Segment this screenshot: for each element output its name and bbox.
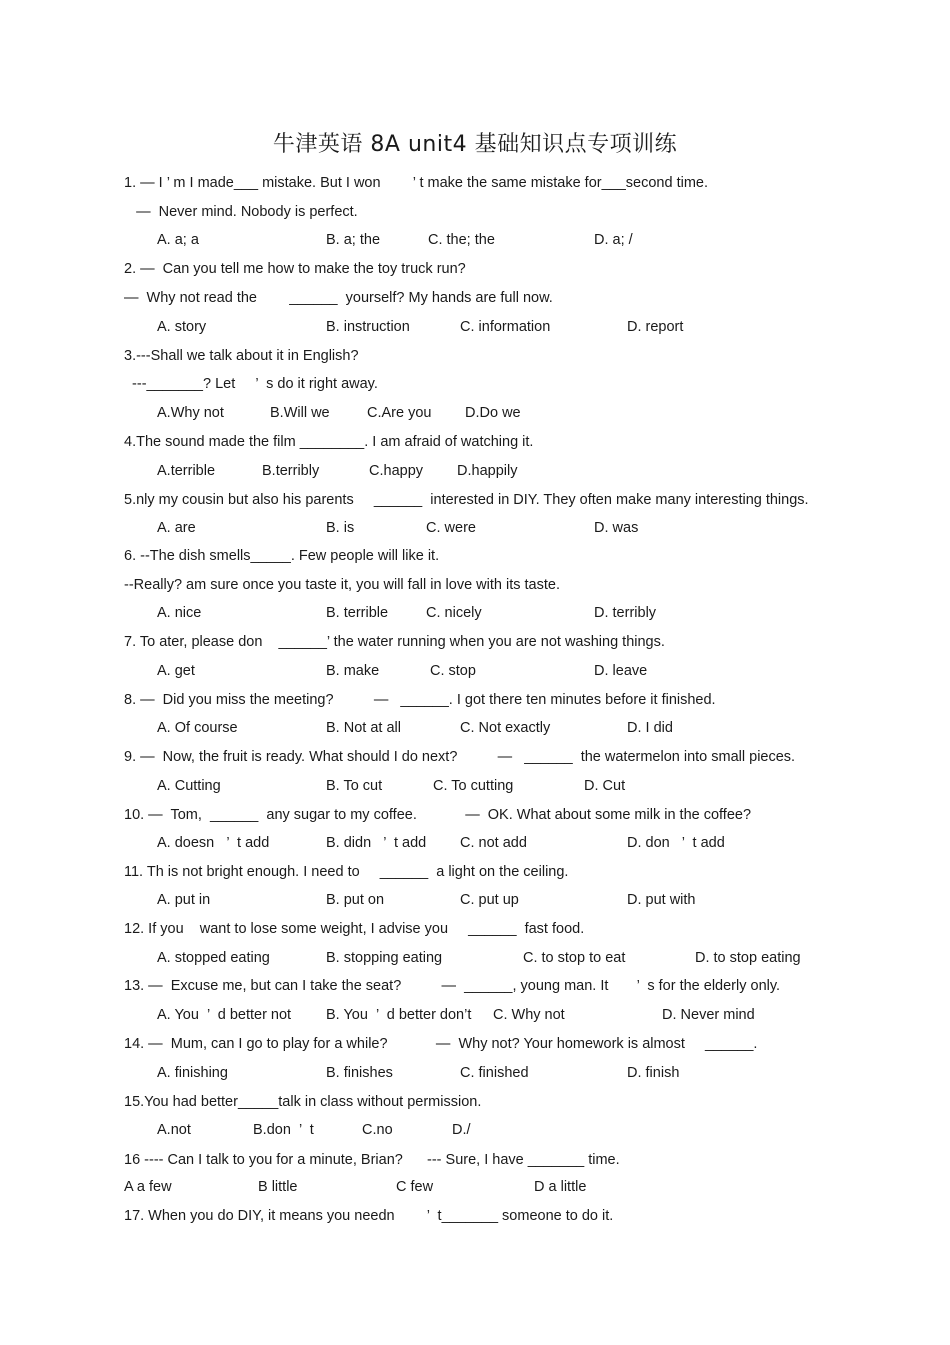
question-line: ---_______? Let ’ s do it right away.: [124, 376, 378, 392]
answer-option: A. are: [157, 520, 196, 536]
question-line: 8. — Did you miss the meeting? — ______. I got there ten minutes before it finished.: [124, 692, 716, 708]
answer-option: D.Do we: [465, 405, 521, 421]
question-line: 13. — Excuse me, but can I take the seat? — ______, young man. It ’ s for the elderly only.: [124, 978, 781, 994]
answer-option: A a few: [124, 1179, 172, 1195]
answer-option: B. terrible: [326, 605, 389, 621]
answer-option: B.terribly: [262, 463, 320, 479]
answer-option: D. was: [594, 520, 639, 536]
answer-option: C. were: [426, 520, 476, 536]
answer-option: C.no: [362, 1122, 393, 1138]
answer-option: B. finishes: [326, 1065, 393, 1081]
answer-option: A. put in: [157, 892, 211, 908]
answer-option: B little: [258, 1179, 298, 1195]
page-title: 牛津英语 8A unit4 基础知识点专项训练: [272, 132, 678, 157]
answer-option: A. finishing: [157, 1065, 228, 1081]
answer-option: B.Will we: [270, 405, 330, 421]
answer-option: D. a; /: [594, 232, 633, 248]
answer-option: D. terribly: [594, 605, 657, 621]
answer-option: B. Not at all: [326, 720, 401, 736]
question-line: 2. — Can you tell me how to make the toy truck run?: [124, 261, 466, 277]
answer-option: A.not: [157, 1122, 191, 1138]
question-line: — Why not read the ______ yourself? My hands are full now.: [124, 290, 553, 306]
answer-option: D. I did: [627, 720, 673, 736]
answer-option: D. leave: [594, 663, 648, 679]
answer-option: A. story: [157, 319, 207, 335]
question-line: 7. To ater, please don ______’ the water running when you are not washing things.: [124, 634, 665, 650]
answer-option: D. to stop eating: [695, 950, 801, 966]
question-line: 4.The sound made the film ________. I am afraid of watching it.: [124, 434, 534, 450]
answer-option: D. finish: [627, 1065, 680, 1081]
answer-option: B. is: [326, 520, 355, 536]
answer-option: C. put up: [460, 892, 519, 908]
answer-option: D./: [452, 1122, 471, 1138]
answer-option: A. nice: [157, 605, 202, 621]
question-line: 16 ---- Can I talk to you for a minute, Brian? --- Sure, I have _______ time.: [124, 1152, 620, 1168]
question-line: 14. — Mum, can I go to play for a while? — Why not? Your homework is almost ______.: [124, 1036, 758, 1052]
question-line: 11. Th is not bright enough. I need to ______ a light on the ceiling.: [124, 864, 569, 880]
answer-option: C.happy: [369, 463, 424, 479]
answer-option: D. Never mind: [662, 1007, 755, 1023]
answer-option: C. stop: [430, 663, 476, 679]
answer-option: D. don ’ t add: [627, 835, 725, 851]
question-line: 5.nly my cousin but also his parents ______ interested in DIY. They often make many interesting things.: [124, 492, 809, 508]
question-line: — Never mind. Nobody is perfect.: [124, 204, 358, 220]
answer-option: C. Why not: [493, 1007, 565, 1023]
question-line: 6. --The dish smells_____. Few people will like it.: [124, 548, 440, 564]
answer-option: C. information: [460, 319, 551, 335]
answer-option: C. to stop to eat: [523, 950, 626, 966]
answer-option: B. stopping eating: [326, 950, 443, 966]
answer-option: A. a; a: [157, 232, 199, 248]
question-line: 9. — Now, the fruit is ready. What should I do next? — ______ the watermelon into small pieces.: [124, 749, 796, 765]
answer-option: A. Of course: [157, 720, 238, 736]
answer-option: C. To cutting: [433, 778, 514, 794]
answer-option: B. put on: [326, 892, 385, 908]
answer-option: D. Cut: [584, 778, 626, 794]
answer-option: A.terrible: [157, 463, 216, 479]
answer-option: D. put with: [627, 892, 696, 908]
question-line: 10. — Tom, ______ any sugar to my coffee. — OK. What about some milk in the coffee?: [124, 807, 752, 823]
answer-option: B.don ’ t: [253, 1122, 314, 1138]
answer-option: D a little: [534, 1179, 587, 1195]
answer-option: C. not add: [460, 835, 527, 851]
answer-option: C. the; the: [428, 232, 495, 248]
answer-option: C. Not exactly: [460, 720, 551, 736]
answer-option: A.Why not: [157, 405, 224, 421]
question-line: 12. If you want to lose some weight, I advise you ______ fast food.: [124, 921, 585, 937]
question-line: 17. When you do DIY, it means you needn ’ t_______ someone to do it.: [124, 1208, 614, 1224]
question-line: 15.You had better_____talk in class without permission.: [124, 1094, 482, 1110]
answer-option: C. finished: [460, 1065, 529, 1081]
answer-option: C few: [396, 1179, 434, 1195]
answer-option: A. You ’ d better not: [157, 1007, 292, 1023]
question-line: 3.---Shall we talk about it in English?: [124, 348, 359, 364]
answer-option: B. To cut: [326, 778, 383, 794]
question-line: 1. — I ’ m I made___ mistake. But I won ’ t make the same mistake for___second time.: [124, 175, 709, 191]
answer-option: A. get: [157, 663, 195, 679]
answer-option: B. You ’ d better don’t: [326, 1007, 472, 1023]
answer-option: C.Are you: [367, 405, 432, 421]
question-line: --Really? am sure once you taste it, you will fall in love with its taste.: [124, 577, 560, 593]
answer-option: B. a; the: [326, 232, 381, 248]
answer-option: A. stopped eating: [157, 950, 270, 966]
answer-option: A. Cutting: [157, 778, 221, 794]
answer-option: D.happily: [457, 463, 518, 479]
answer-option: D. report: [627, 319, 684, 335]
answer-option: B. didn ’ t add: [326, 835, 427, 851]
answer-option: B. instruction: [326, 319, 410, 335]
answer-option: A. doesn ’ t add: [157, 835, 270, 851]
answer-option: C. nicely: [426, 605, 482, 621]
answer-option: B. make: [326, 663, 380, 679]
